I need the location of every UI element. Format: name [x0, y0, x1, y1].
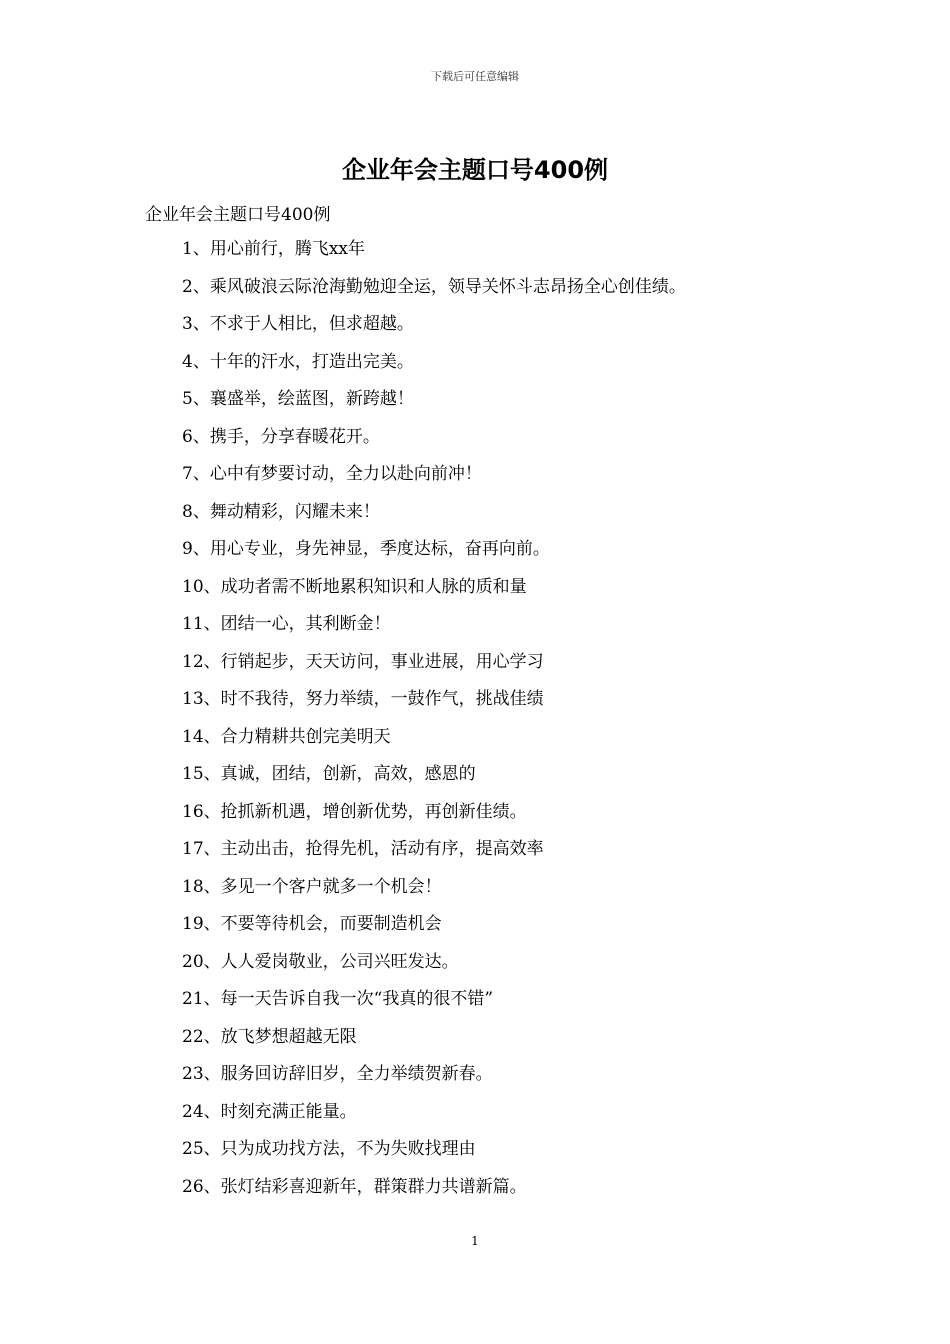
list-item: 26、张灯结彩喜迎新年，群策群力共谱新篇。	[182, 1176, 527, 1197]
list-item: 18、多见一个客户就多一个机会！	[182, 876, 442, 897]
list-item: 7、心中有梦要讨动，全力以赴向前冲！	[182, 464, 482, 484]
list-item: 11、团结一心，其利断金！	[182, 614, 391, 634]
page-number: 1	[471, 1234, 479, 1248]
list-item: 22、放飞梦想超越无限	[182, 1026, 357, 1047]
slogan-list	[182, 236, 686, 1211]
list-item: 15、真诚，团结，创新，高效，感恩的	[182, 764, 476, 784]
list-item: 25、只为成功找方法，不为失败找理由	[182, 1139, 476, 1159]
list-item: 21、每一天告诉自我一次“我真的很不错”	[182, 989, 494, 1009]
list-item: 10、成功者需不断地累积知识和人脉的质和量	[182, 576, 527, 597]
list-item: 9、用心专业，身先神显，季度达标，奋再向前。	[182, 539, 550, 559]
list-item: 6、携手，分享春暖花开。	[182, 426, 380, 447]
list-item: 2、乘风破浪云际沧海勤勉迎全运，领导关怀斗志昂扬全心创佳绩。	[182, 276, 686, 297]
list-item: 16、抢抓新机遇，增创新优势，再创新佳绩。	[182, 801, 527, 822]
list-item: 3、不求于人相比，但求超越。	[182, 314, 414, 334]
document-title: 企业年会主题口号400例	[341, 156, 609, 184]
list-item: 1、用心前行，腾飞xx年	[182, 239, 365, 259]
list-item: 19、不要等待机会，而要制造机会	[182, 914, 442, 934]
list-item: 12、行销起步，天天访问，事业进展，用心学习	[182, 651, 544, 672]
list-item: 20、人人爱岗敬业，公司兴旺发达。	[182, 951, 459, 972]
list-item: 17、主动出击，抢得先机，活动有序，提高效率	[182, 839, 544, 859]
list-item: 14、合力精耕共创完美明天	[182, 726, 391, 747]
list-item: 8、舞动精彩，闪耀未来！	[182, 501, 380, 522]
page-header: 下载后可任意编辑	[431, 70, 519, 83]
list-item: 24、时刻充满正能量。	[182, 1101, 357, 1122]
document-subtitle: 企业年会主题口号400例	[145, 205, 331, 225]
list-item: 13、时不我待，努力举绩，一鼓作气，挑战佳绩	[182, 689, 544, 709]
list-item: 23、服务回访辞旧岁，全力举绩贺新春。	[182, 1064, 493, 1084]
list-item: 5、襄盛举，绘蓝图，新跨越！	[182, 389, 414, 409]
list-item: 4、十年的汗水，打造出完美。	[182, 351, 414, 372]
